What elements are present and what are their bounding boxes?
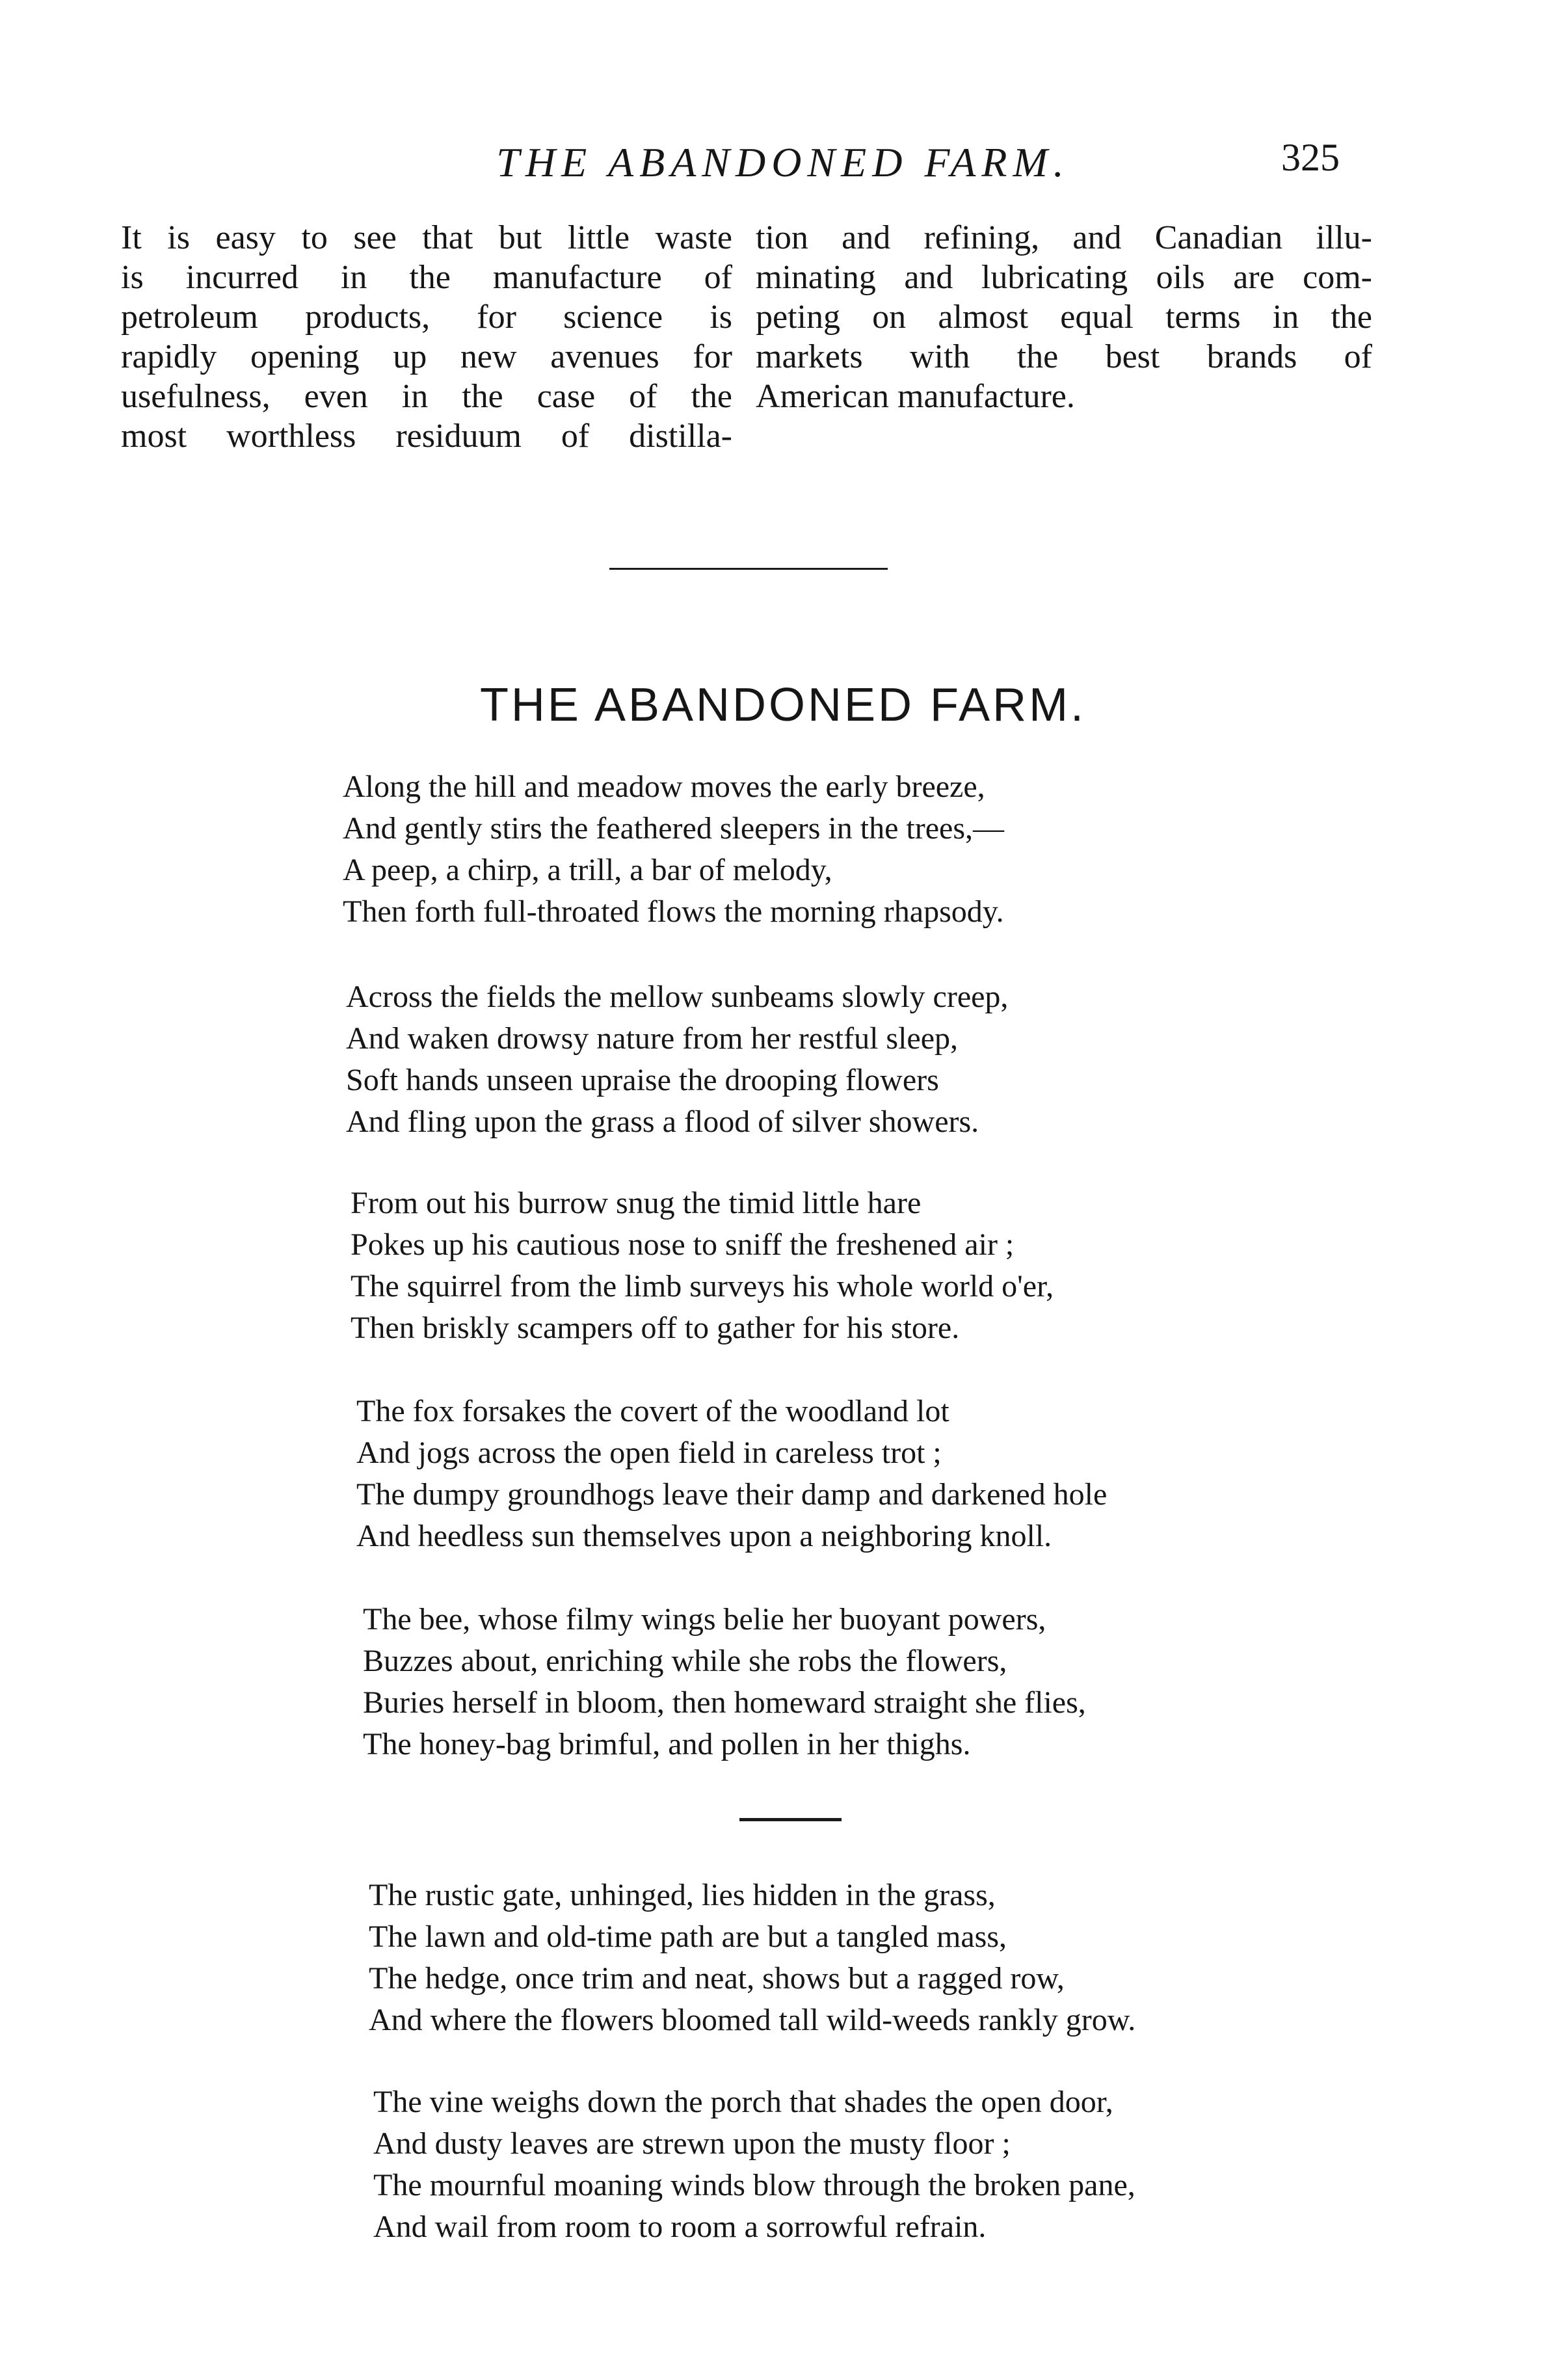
verse-line: The dumpy groundhogs leave their damp and darkened hole — [356, 1477, 1108, 1512]
verse-line: The rustic gate, unhinged, lies hidden in the grass, — [369, 1878, 996, 1912]
verse-line: And waken drowsy nature from her restful sleep, — [346, 1021, 959, 1056]
page-number: 325 — [1281, 136, 1340, 179]
verse-line: And wail from room to room a sorrowful refrain. — [373, 2210, 987, 2244]
verse-line: A peep, a chirp, a trill, a bar of melody, — [343, 853, 832, 887]
section-divider — [609, 568, 888, 570]
running-title: THE ABANDONED FARM. — [496, 139, 1070, 185]
text-line: petroleum products, for science is — [121, 299, 732, 336]
stanza-2 — [346, 976, 1008, 1143]
stanza-1 — [343, 766, 1004, 933]
verse-line: The mournful moaning winds blow through the broken pane, — [373, 2168, 1135, 2202]
verse-line: And gently stirs the feathered sleepers in the trees,— — [343, 811, 1004, 846]
verse-line: And fling upon the grass a flood of silver showers. — [346, 1104, 979, 1139]
text-line: American manufacture. — [756, 378, 1075, 415]
poem-title: THE ABANDONED FARM. — [479, 679, 1087, 731]
verse-line: Buzzes about, enriching while she robs the flowers, — [363, 1644, 1007, 1678]
verse-line: The lawn and old-time path are but a tangled mass, — [369, 1919, 1007, 1954]
stanza-3 — [351, 1183, 1054, 1349]
verse-line: Across the fields the mellow sunbeams slowly creep, — [346, 980, 1009, 1014]
verse-line: And dusty leaves are strewn upon the musty floor ; — [373, 2126, 1011, 2161]
verse-line: Buries herself in bloom, then homeward straight she flies, — [363, 1685, 1086, 1720]
stanza-5 — [363, 1599, 1086, 1765]
verse-line: Pokes up his cautious nose to sniff the freshened air ; — [351, 1227, 1015, 1262]
verse-line: From out his burrow snug the timid little hare — [351, 1186, 922, 1220]
verse-line: The hedge, once trim and neat, shows but a ragged row, — [369, 1961, 1065, 1996]
verse-line: Soft hands unseen upraise the drooping flowers — [346, 1063, 939, 1097]
text-line: It is easy to see that but little waste — [121, 219, 732, 256]
text-line: is incurred in the manufacture of — [121, 259, 732, 296]
stanza-divider — [739, 1818, 842, 1821]
text-line: markets with the best brands of — [756, 338, 1372, 375]
verse-line: The squirrel from the limb surveys his whole world o'er, — [351, 1269, 1054, 1304]
verse-line: And heedless sun themselves upon a neighboring knoll. — [356, 1519, 1052, 1553]
text-line: rapidly opening up new avenues for — [121, 338, 732, 375]
stanza-6 — [369, 1875, 1135, 2041]
verse-line: The vine weighs down the porch that shades the open door, — [373, 2085, 1113, 2119]
stanza-7 — [373, 2081, 1135, 2248]
verse-line: And where the flowers bloomed tall wild-weeds rankly grow. — [369, 2003, 1136, 2037]
verse-line: And jogs across the open field in careless trot ; — [356, 1436, 942, 1470]
verse-line: Then briskly scampers off to gather for his store. — [351, 1311, 960, 1345]
text-line: tion and refining, and Canadian illu- — [756, 219, 1372, 256]
article-column-left — [121, 218, 732, 456]
text-line: usefulness, even in the case of the — [121, 378, 732, 415]
verse-line: Along the hill and meadow moves the early breeze, — [343, 769, 985, 804]
text-line: minating and lubricating oils are com- — [756, 259, 1372, 296]
text-line: peting on almost equal terms in the — [756, 299, 1372, 336]
stanza-4 — [356, 1391, 1107, 1557]
text-line: most worthless residuum of distilla- — [121, 418, 732, 455]
verse-line: The honey-bag brimful, and pollen in her thighs. — [363, 1727, 971, 1761]
article-column-right — [756, 218, 1372, 416]
verse-line: The fox forsakes the covert of the woodland lot — [356, 1394, 949, 1428]
verse-line: The bee, whose filmy wings belie her buoyant powers, — [363, 1602, 1046, 1637]
verse-line: Then forth full-throated flows the morning rhapsody. — [343, 894, 1004, 929]
